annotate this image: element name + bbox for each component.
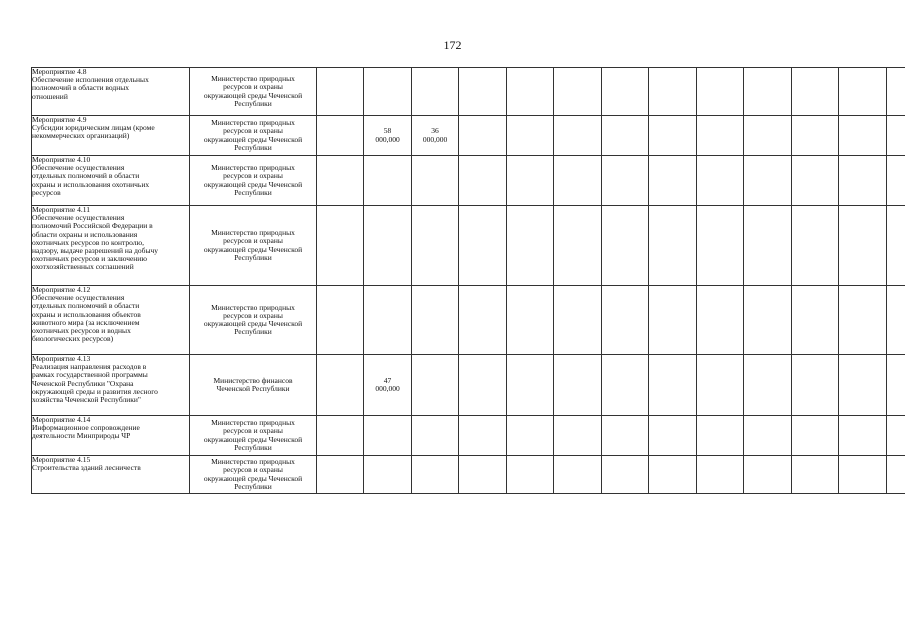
value-cell [744, 156, 792, 206]
value-cell [507, 116, 554, 156]
table-row [32, 355, 905, 416]
value-cell [554, 286, 602, 355]
value-cell [744, 68, 792, 116]
activity-name-cell: Мероприятие 4.10 Обеспечение осуществления отдельных полномочий в области охраны и использования охотничьих ресурсов [32, 156, 190, 206]
value-cell [602, 416, 649, 456]
value-cell [887, 286, 905, 355]
value-cell [317, 206, 364, 286]
value-cell [554, 456, 602, 494]
value-cell [507, 206, 554, 286]
value-cell [697, 416, 744, 456]
value-cell [459, 416, 507, 456]
value-cell [744, 456, 792, 494]
value-cell [697, 355, 744, 416]
value-cell [459, 355, 507, 416]
value-cell [649, 286, 697, 355]
value-cell [317, 116, 364, 156]
value-cell: 36 000,000 [412, 116, 459, 156]
value-cell [412, 355, 459, 416]
value-cell [317, 355, 364, 416]
responsible-org-cell: Министерство природных ресурсов и охраны окружающей среды Чеченской Республики [190, 116, 317, 156]
table-row [32, 286, 905, 355]
value-cell [887, 206, 905, 286]
value-cell [602, 116, 649, 156]
table-row [32, 156, 905, 206]
value-cell [412, 156, 459, 206]
value-cell [507, 68, 554, 116]
value-cell [792, 68, 839, 116]
value-cell [744, 416, 792, 456]
value-cell [412, 206, 459, 286]
table-row [32, 116, 905, 156]
value-cell [507, 355, 554, 416]
table-row [32, 416, 905, 456]
value-cell [792, 286, 839, 355]
activity-name-cell: Мероприятие 4.14 Информационное сопровождение деятельности Минприроды ЧР [32, 416, 190, 456]
table-row [32, 206, 905, 286]
budget-table [31, 67, 905, 494]
value-cell [744, 286, 792, 355]
value-cell [317, 68, 364, 116]
value-cell [317, 416, 364, 456]
value-cell [649, 116, 697, 156]
value-cell [649, 355, 697, 416]
value-cell [317, 286, 364, 355]
value-cell [412, 68, 459, 116]
responsible-org-cell: Министерство финансов Чеченской Республики [190, 355, 317, 416]
value-cell [317, 456, 364, 494]
value-cell [649, 416, 697, 456]
value-cell [364, 416, 412, 456]
value-cell [744, 116, 792, 156]
value-cell [697, 116, 744, 156]
value-cell [697, 206, 744, 286]
value-cell [649, 456, 697, 494]
value-cell [412, 416, 459, 456]
value-cell [459, 68, 507, 116]
value-cell [507, 416, 554, 456]
value-cell [602, 456, 649, 494]
value-cell [887, 156, 905, 206]
value-cell [649, 156, 697, 206]
value-cell [602, 355, 649, 416]
value-cell [792, 156, 839, 206]
value-cell [554, 416, 602, 456]
value-cell [839, 156, 887, 206]
value-cell [839, 68, 887, 116]
value-cell [459, 156, 507, 206]
value-cell [887, 116, 905, 156]
page-number: 172 [443, 38, 462, 52]
value-cell [554, 156, 602, 206]
value-cell [697, 286, 744, 355]
value-cell [649, 206, 697, 286]
activity-name-cell: Мероприятие 4.9 Субсидии юридическим лицам (кроме некоммерческих организаций) [32, 116, 190, 156]
value-cell [887, 68, 905, 116]
value-cell [364, 456, 412, 494]
responsible-org-cell: Министерство природных ресурсов и охраны окружающей среды Чеченской Республики [190, 416, 317, 456]
value-cell: 47 000,000 [364, 355, 412, 416]
value-cell [412, 456, 459, 494]
value-cell [364, 286, 412, 355]
value-cell [507, 286, 554, 355]
value-cell [364, 156, 412, 206]
value-cell: 58 000,000 [364, 116, 412, 156]
value-cell [697, 456, 744, 494]
value-cell [792, 416, 839, 456]
value-cell [839, 116, 887, 156]
value-cell [459, 206, 507, 286]
value-cell [839, 286, 887, 355]
responsible-org-cell: Министерство природных ресурсов и охраны окружающей среды Чеченской Республики [190, 156, 317, 206]
table-row [32, 456, 905, 494]
value-cell [697, 156, 744, 206]
value-cell [554, 355, 602, 416]
value-cell [602, 68, 649, 116]
value-cell [602, 286, 649, 355]
value-cell [792, 206, 839, 286]
activity-name-cell: Мероприятие 4.11 Обеспечение осуществления полномочий Российской Федерации в области охраны и использования охотничьих ресурсов по контролю, надзору, выдаче разрешений на добычу охотничьих ресурсов и заключению охотхозяйственных соглашений [32, 206, 190, 286]
value-cell [554, 206, 602, 286]
value-cell [602, 206, 649, 286]
table-row [32, 68, 905, 116]
value-cell [602, 156, 649, 206]
responsible-org-cell: Министерство природных ресурсов и охраны окружающей среды Чеченской Республики [190, 456, 317, 494]
value-cell [839, 416, 887, 456]
value-cell [887, 355, 905, 416]
value-cell [839, 456, 887, 494]
value-cell [744, 206, 792, 286]
activity-name-cell: Мероприятие 4.12 Обеспечение осуществления отдельных полномочий в области охраны и использования объектов животного мира (за исключением охотничьих ресурсов и водных биологических ресурсов) [32, 286, 190, 355]
value-cell [507, 156, 554, 206]
value-cell [459, 456, 507, 494]
value-cell [792, 456, 839, 494]
value-cell [459, 286, 507, 355]
value-cell [839, 206, 887, 286]
value-cell [364, 206, 412, 286]
activity-name-cell: Мероприятие 4.13 Реализация направления расходов в рамках государственной программы Чеченской Республики "Охрана окружающей среды и развития лесного хозяйства Чеченской Республики" [32, 355, 190, 416]
value-cell [792, 116, 839, 156]
value-cell [459, 116, 507, 156]
value-cell [649, 68, 697, 116]
value-cell [744, 355, 792, 416]
value-cell [697, 68, 744, 116]
value-cell [364, 68, 412, 116]
value-cell [887, 456, 905, 494]
value-cell [554, 68, 602, 116]
value-cell [839, 355, 887, 416]
value-cell [507, 456, 554, 494]
value-cell [792, 355, 839, 416]
value-cell [412, 286, 459, 355]
activity-name-cell: Мероприятие 4.15 Строительства зданий лесничеств [32, 456, 190, 494]
responsible-org-cell: Министерство природных ресурсов и охраны окружающей среды Чеченской Республики [190, 286, 317, 355]
responsible-org-cell: Министерство природных ресурсов и охраны окружающей среды Чеченской Республики [190, 68, 317, 116]
value-cell [317, 156, 364, 206]
value-cell [554, 116, 602, 156]
activity-name-cell: Мероприятие 4.8 Обеспечение исполнения отдельных полномочий в области водных отношений [32, 68, 190, 116]
responsible-org-cell: Министерство природных ресурсов и охраны окружающей среды Чеченской Республики [190, 206, 317, 286]
value-cell [887, 416, 905, 456]
